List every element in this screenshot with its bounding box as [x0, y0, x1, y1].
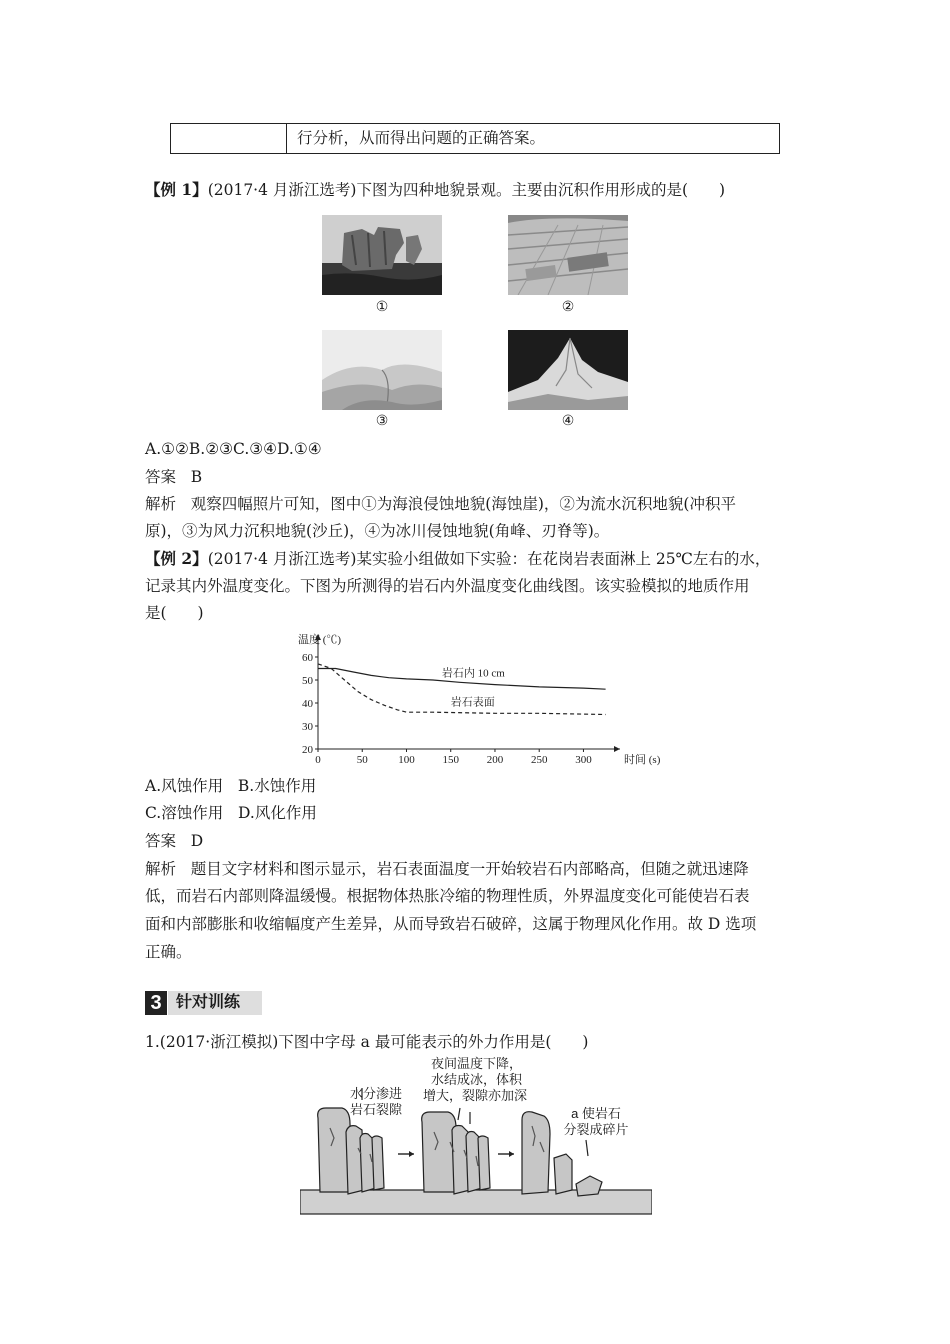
rock-stage-2	[422, 1112, 490, 1194]
table-cell-left	[171, 124, 287, 153]
x-tick-label: 50	[356, 754, 368, 766]
answer-value: B	[190, 468, 203, 486]
arrow-2-head	[509, 1151, 514, 1157]
y-axis-label: 温度 (℃)	[298, 634, 342, 646]
photo-sand-dunes	[322, 330, 442, 410]
label-night-line2: 水结成冰，体积	[431, 1072, 523, 1087]
table-cell-text: 行分析，从而得出问题的正确答案。	[297, 129, 546, 147]
caption-1: ①	[375, 299, 389, 315]
option-d: D.风化作用	[238, 804, 317, 822]
analysis-text: 观察四幅照片可知，图中①为海浪侵蚀地貌(海蚀崖)，②为流水沉积地貌(冲积平	[190, 495, 736, 513]
caption-4: ④	[561, 413, 575, 429]
y-tick-label: 30	[302, 721, 313, 733]
example2-analysis-1	[145, 855, 810, 883]
example2-analysis-2: 低，而岩石内部则降温缓慢。根据物体热胀冷缩的物理性质，外界温度变化可能使岩石表	[145, 887, 750, 905]
label-water-line1: 水分渗进	[349, 1086, 402, 1101]
pointer-a	[586, 1140, 588, 1156]
label-water-line2: 岩石裂隙	[349, 1102, 402, 1117]
example1-analysis-2: 原)，③为风力沉积地貌(沙丘)，④为冰川侵蚀地貌(角峰、刃脊等)。	[145, 522, 610, 540]
arrow-1-head	[409, 1151, 414, 1157]
example2-options-cd	[145, 799, 810, 827]
example1-options: A.①②B.②③C.③④D.①④	[145, 440, 322, 458]
label-a	[556, 1106, 636, 1138]
option-a: A.风蚀作用	[145, 777, 224, 795]
y-tick-label: 40	[302, 698, 313, 710]
analysis-label: 解析	[145, 495, 177, 513]
analysis-text: 题目文字材料和图示显示，岩石表面温度一开始较岩石内部略高，但随之就迅速降	[190, 860, 749, 878]
series-label-surface: 岩石表面	[450, 696, 495, 709]
x-tick-label: 300	[575, 754, 592, 766]
example2-stem-text: (2017·4 月浙江选考)某实验小组做如下实验：在花岗岩表面淋上 25℃左右的水，	[207, 550, 771, 568]
series-label-inner: 岩石内 10 cm	[441, 667, 505, 680]
section-title: 针对训练	[168, 991, 262, 1015]
x-tick-label: 200	[486, 754, 504, 766]
ground	[300, 1190, 652, 1214]
example1-analysis-1	[145, 490, 810, 518]
example2-analysis-4: 正确。	[145, 943, 192, 961]
answer-value: D	[190, 832, 204, 850]
x-tick-label: 250	[530, 754, 548, 766]
section-number: 3	[145, 991, 167, 1015]
example1-answer	[145, 463, 810, 491]
label-a-line1: a 使岩石	[571, 1106, 621, 1121]
example2-stem-3: 是( )	[145, 604, 204, 622]
example2-answer	[145, 827, 810, 855]
photo-alluvial-plain	[508, 215, 628, 295]
pointer-ice	[458, 1108, 470, 1124]
x-tick-label: 150	[442, 754, 459, 766]
top-table	[170, 123, 780, 154]
caption-2: ②	[561, 299, 575, 315]
example2-analysis-3: 面和内部膨胀和收缩幅度产生差异，从而导致岩石破碎，这属于物理风化作用。故 D 选项	[145, 915, 757, 933]
x-tick-label: 100	[398, 754, 415, 766]
option-c: C.溶蚀作用	[145, 804, 224, 822]
option-b: B.水蚀作用	[237, 777, 317, 795]
label-water-seepage	[346, 1086, 406, 1118]
photo-sea-cliff	[322, 215, 442, 295]
x-tick-label: 0	[315, 754, 321, 766]
example1-stem	[145, 176, 810, 204]
answer-label: 答案	[145, 832, 177, 850]
example1-tag: 【例 1】	[145, 180, 208, 199]
example2-stem-2: 记录其内外温度变化。下图为所测得的岩石内外温度变化曲线图。该实验模拟的地质作用	[145, 577, 750, 595]
label-night-freeze	[423, 1056, 527, 1104]
example1-stem-text: (2017·4 月浙江选考)下图为四种地貌景观。主要由沉积作用形成的是( )	[207, 181, 726, 199]
q1-stem: 1.(2017·浙江模拟)下图中字母 a 最可能表示的外力作用是( )	[145, 1033, 589, 1051]
example2-options-ab	[145, 772, 810, 800]
x-axis-label: 时间 (s)	[624, 754, 660, 766]
answer-label: 答案	[145, 468, 177, 486]
x-axis-arrow	[614, 746, 620, 752]
label-night-line1: 夜间温度下降，	[431, 1056, 523, 1071]
temperature-chart	[290, 628, 660, 773]
y-tick-label: 60	[302, 652, 313, 664]
label-night-line3: 增大，裂隙亦加深	[423, 1088, 528, 1103]
analysis-label: 解析	[145, 860, 177, 878]
y-tick-label: 20	[302, 744, 313, 756]
label-a-line2: 分裂成碎片	[563, 1122, 629, 1137]
photo-glacial-horn	[508, 330, 628, 410]
rock-stage-1	[318, 1108, 384, 1194]
y-tick-label: 50	[302, 675, 313, 687]
caption-3: ③	[375, 413, 389, 429]
example2-tag: 【例 2】	[145, 549, 208, 568]
example2-stem-1	[145, 545, 810, 573]
